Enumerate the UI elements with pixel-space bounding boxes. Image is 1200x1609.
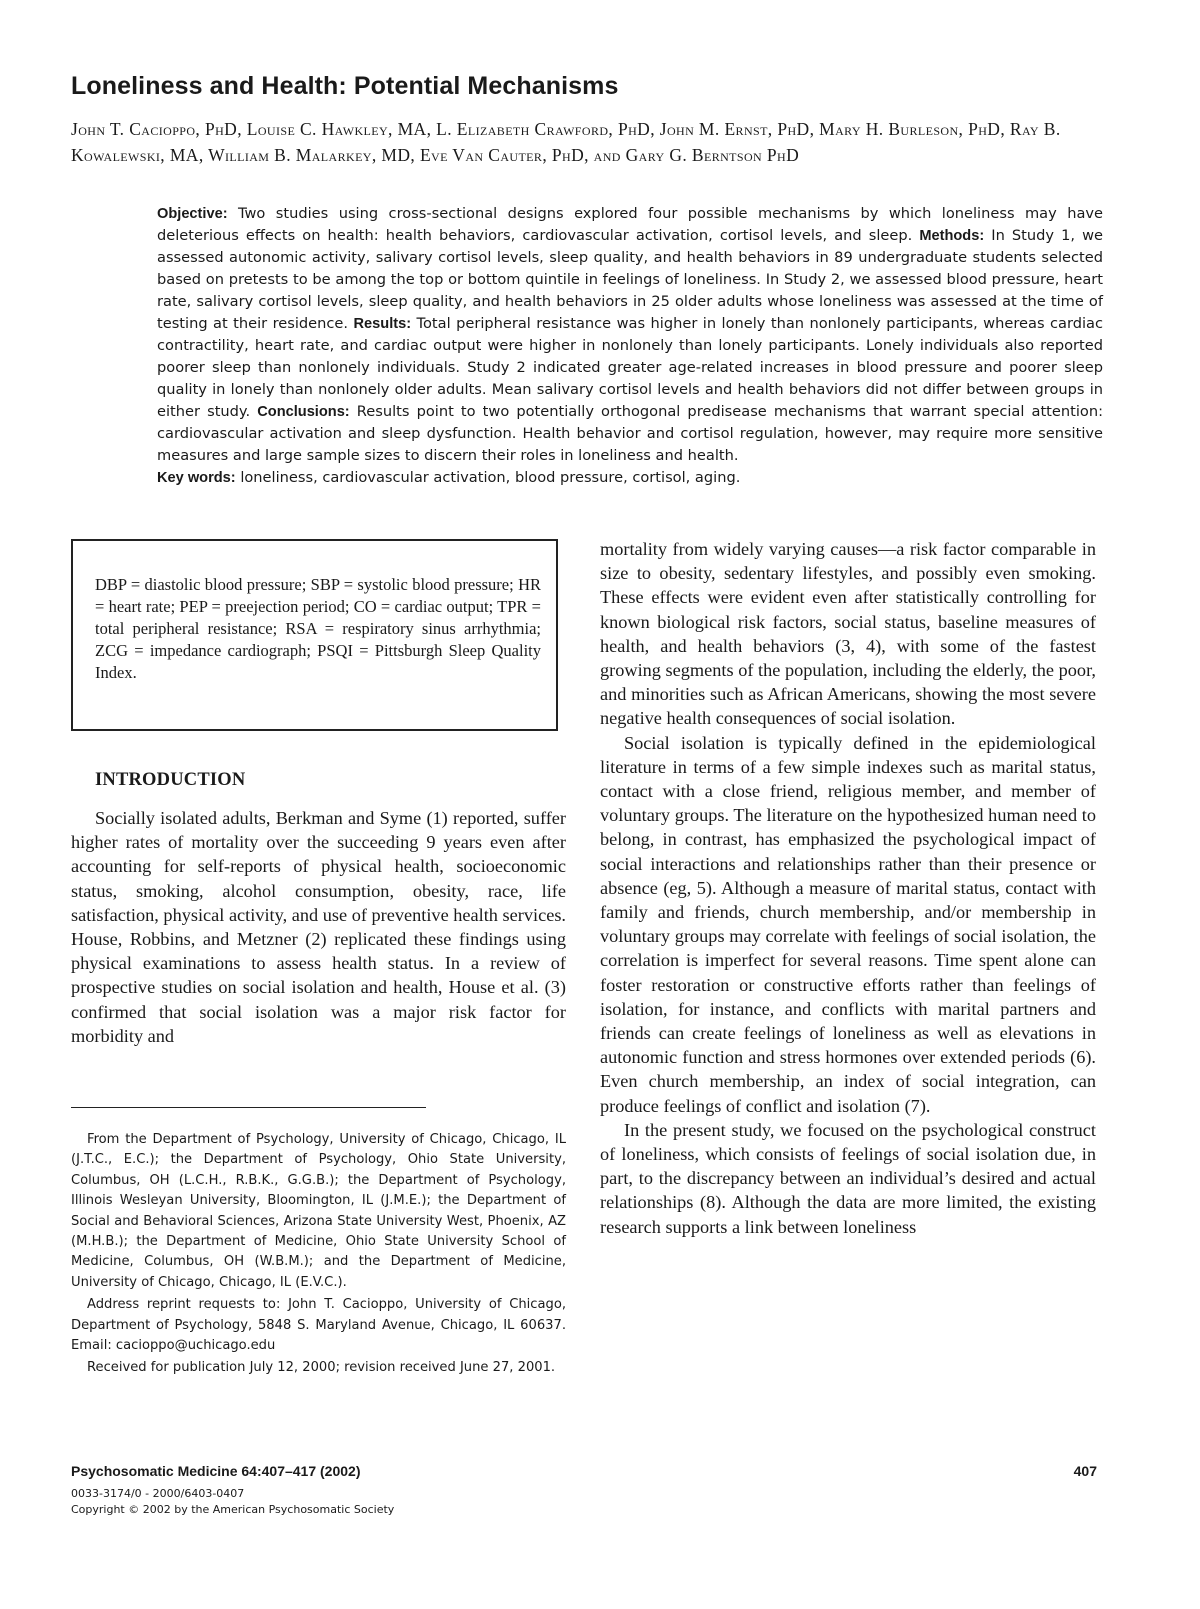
abstract	[157, 203, 1103, 489]
issn-line: 0033-3174/0 - 2000/6403-0407	[71, 1487, 245, 1500]
results-label: Results:	[353, 316, 412, 332]
methods-text: In Study 1, we assessed autonomic activity, salivary cortisol levels, sleep quality, and health behaviors in 89 undergraduate students selected based on pretests to be among the top or bottom quintile in feelings of loneliness. In Study 2, we assessed blood pressure, heart rate, salivary cortisol levels, sleep quality, and health behaviors in 25 older adults whose loneliness was assessed at the time of testing at their residence.	[157, 227, 1104, 332]
abbreviations-box	[71, 539, 558, 731]
objective-text: Two studies using cross-sectional designs explored four possible mechanisms by which loneliness may have deleterious effects on health: health behaviors, cardiovascular activation, cortisol levels, and sleep.	[157, 205, 1104, 244]
introduction-heading: INTRODUCTION	[95, 770, 246, 790]
footnote-divider	[71, 1107, 426, 1108]
objective-label: Objective:	[157, 206, 228, 222]
article-title: Loneliness and Health: Potential Mechanisms	[71, 72, 619, 100]
intro-paragraph-2: Social isolation is typically defined in the epidemiological literature in terms of a few simple indexes such as marital status, contact with a close friend, religious member, and member of voluntary groups. The literature on the hypothesized human need to belong, in contrast, has emphasized the psychological impact of social interactions and relationships rather than their presence or absence (eg, 5). Although a measure of marital status, contact with family and friends, church membership, and/or membership in voluntary groups may correlate with feelings of social isolation, the correlation is imperfect for several reasons. Time spent alone can foster restoration or constructive efforts rather than feelings of isolation, for instance, and conflicts with marital partners and friends can create feelings of loneliness as well as elevations in autonomic function and stress hormones over extended periods (6). Even church membership, an index of social integration, can produce feelings of conflict and isolation (7).	[600, 732, 1096, 1116]
keywords-label: Key words:	[157, 470, 236, 486]
results-text: Total peripheral resistance was higher in lonely than nonlonely participants, whereas cardiac contractility, heart rate, and cardiac output were higher in nonlonely than lonely participants. Lonely individuals also reported poorer sleep than nonlonely individuals. Study 2 indicated greater age-related increases in blood pressure and poorer sleep quality in lonely than nonlonely older adults. Mean salivary cortisol levels and health behaviors did not differ between groups in either study.	[157, 315, 1103, 420]
copyright-line: Copyright © 2002 by the American Psychosomatic Society	[71, 1503, 395, 1516]
intro-paragraph-1-continued: mortality from widely varying causes—a risk factor comparable in size to obesity, sedentary lifestyles, and possibly even smoking. These effects were evident even after statistically controlling for known biological risk factors, social status, baseline measures of health, and health behaviors (3, 4), with some of the fastest growing segments of the population, including the elderly, the poor, and minorities such as African Americans, showing the most severe negative health consequences of social isolation.	[600, 539, 1096, 729]
footnote-affiliations: From the Department of Psychology, University of Chicago, Chicago, IL (J.T.C., E.C.); the Department of Psychology, Ohio State University, Columbus, OH (L.C.H., R.B.K., G.G.B.); the Department of Psychology, Illinois Wesleyan University, Bloomington, IL (J.M.E.); the Department of Social and Behavioral Sciences, Arizona State University West, Phoenix, AZ (M.H.B.); the Department of Medicine, Ohio State University School of Medicine, Columbus, OH (W.B.M.); and the Department of Medicine, University of Chicago, Chicago, IL (E.V.C.).	[71, 1132, 566, 1290]
left-column-body	[71, 806, 566, 1048]
intro-paragraph-1: Socially isolated adults, Berkman and Syme (1) reported, suffer higher rates of mortality over the succeeding 9 years even after accounting for self-reports of physical health, socioeconomic status, smoking, alcohol consumption, obesity, race, life satisfaction, physical activity, and use of preventive health services. House, Robbins, and Metzner (2) replicated these findings using physical examinations to assess health status. In a review of prospective studies on social isolation and health, House et al. (3) confirmed that social isolation was a major risk factor for morbidity and	[71, 808, 566, 1046]
conclusions-label: Conclusions:	[257, 404, 350, 420]
intro-paragraph-3: In the present study, we focused on the psychological construct of loneliness, which consists of feelings of social isolation due, in part, to the discrepancy between an individual’s desired and actual relationships (8). Although the data are more limited, the existing research supports a link between loneliness	[600, 1119, 1096, 1237]
journal-citation: Psychosomatic Medicine 64:407–417 (2002)	[71, 1463, 361, 1479]
footnote-reprints: Address reprint requests to: John T. Cacioppo, University of Chicago, Department of Psychology, 5848 S. Maryland Avenue, Chicago, IL 60637. Email: cacioppo@uchicago.edu	[71, 1297, 566, 1354]
methods-label: Methods:	[919, 228, 985, 244]
footnotes	[71, 1130, 566, 1381]
page-number: 407	[1073, 1463, 1097, 1479]
keywords-text: loneliness, cardiovascular activation, blood pressure, cortisol, aging.	[240, 469, 741, 486]
author-list: John T. Cacioppo, PhD, Louise C. Hawkley, MA, L. Elizabeth Crawford, PhD, John M. Ernst, PhD, Mary H. Burleson, PhD, Ray B. Kowalewski, MA, William B. Malarkey, MD, Eve Van Cauter, PhD, and Gary G. Berntson PhD	[71, 119, 1061, 165]
right-column-body	[600, 537, 1096, 1239]
abbreviations-text: DBP = diastolic blood pressure; SBP = systolic blood pressure; HR = heart rate; PEP = preejection period; CO = cardiac output; TPR = total peripheral resistance; RSA = respiratory sinus arrhythmia; ZCG = impedance cardiograph; PSQI = Pittsburgh Sleep Quality Index.	[95, 575, 541, 682]
footnote-received: Received for publication July 12, 2000; revision received June 27, 2001.	[87, 1360, 556, 1376]
conclusions-text: Results point to two potentially orthogonal predisease mechanisms that warrant special attention: cardiovascular activation and sleep dysfunction. Health behavior and cortisol regulation, however, may require more sensitive measures and large sample sizes to discern their roles in loneliness and health.	[157, 403, 1104, 464]
